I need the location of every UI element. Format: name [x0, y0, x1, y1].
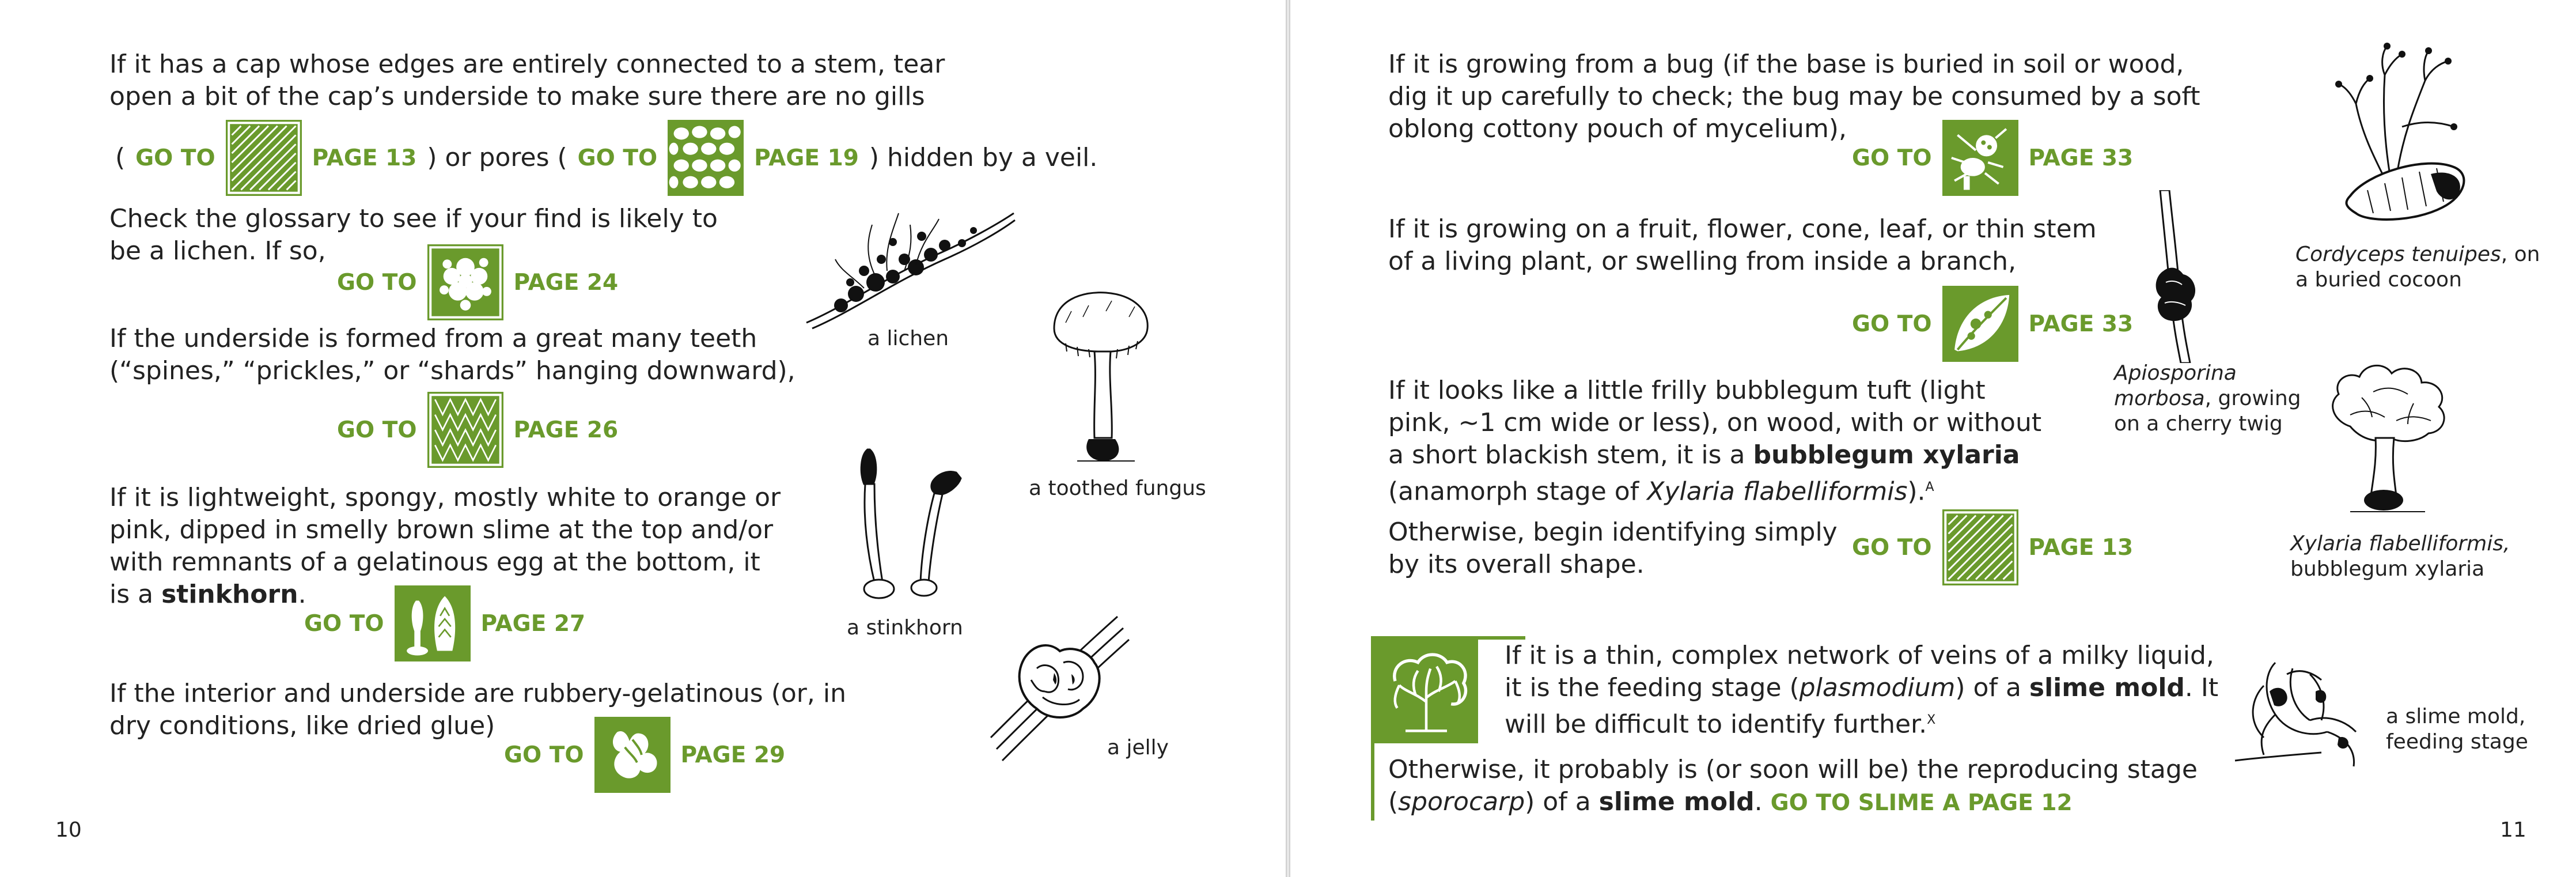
cordyceps-caption-line2: a buried cocoon [2295, 268, 2462, 292]
other-text-line2: by its overall shape. [1388, 550, 1645, 579]
other-goto-label[interactable]: GO TO [1852, 534, 1932, 561]
apiosporina-caption-line2: morbosa, growing [2114, 387, 2301, 410]
page-number-left: 10 [55, 818, 82, 842]
stink-text-line3: with remnants of a gelatinous egg at the bottom, it [109, 547, 760, 577]
teeth-text-line1: If the underside is formed from a great many teeth [109, 324, 757, 353]
plant-goto-label[interactable]: GO TO [1852, 311, 1932, 337]
stink-text-line4: is a stinkhorn. [109, 580, 306, 609]
slime-mold-illustration [2229, 651, 2385, 784]
bug-icon[interactable] [1942, 120, 2018, 196]
cap-goto-row [115, 120, 1097, 196]
cap-mid-text: ) or pores ( [427, 143, 567, 172]
bug-text-line2: dig it up carefully to check; the bug may be consumed by a soft [1388, 82, 2200, 111]
bug-goto-label[interactable]: GO TO [1852, 145, 1932, 171]
spor-text-line2: (sporocarp) of a slime mold. GO TO SLIME A PAGE 12 [1388, 787, 2073, 816]
teeth-icon[interactable] [427, 392, 503, 468]
cap-page-label-1[interactable]: PAGE 13 [312, 145, 417, 171]
lichen-illustration [801, 190, 1020, 340]
lichen-text-line1: Check the glossary to see if your find is likely to [109, 204, 718, 233]
left-page [0, 0, 1286, 877]
jelly-goto-label[interactable]: GO TO [504, 742, 584, 768]
bubble-text-line4: (anamorph stage of Xylaria flabelliformis).$^A$ [1388, 477, 1934, 506]
slime-mold-term-2: slime mold [1598, 787, 1755, 816]
footnote-x: X [1927, 713, 1936, 727]
jelly-text-line2: dry conditions, like dried glue) [109, 711, 495, 740]
lichen-goto-label[interactable]: GO TO [337, 269, 417, 296]
lichen-page-label[interactable]: PAGE 24 [513, 269, 619, 296]
page-number-right: 11 [2500, 818, 2526, 842]
lichen-caption: a lichen [867, 327, 949, 350]
stinkhorn-illustration [847, 438, 985, 605]
bubblegum-xylaria-term: bubblegum xylaria [1753, 440, 2020, 470]
slime-text-line1: If it is a thin, complex network of veins of a milky liquid, [1505, 641, 2214, 670]
other-page-label[interactable]: PAGE 13 [2028, 534, 2134, 561]
cap-goto-label-2[interactable]: GO TO [577, 145, 658, 171]
stinkhorn-term: stinkhorn [161, 580, 298, 609]
stink-text-line1: If it is lightweight, spongy, mostly white to orange or [109, 483, 781, 512]
slime-text-line2: it is the feeding stage (plasmodium) of a slime mold. It [1505, 673, 2219, 702]
cordyceps-illustration [2327, 40, 2477, 230]
spor-text-line1: Otherwise, it probably is (or soon will be) the reproducing stage [1388, 755, 2198, 784]
slime-mold-caption-line2: feeding stage [2386, 730, 2528, 754]
leaf-icon[interactable] [1942, 286, 2018, 362]
bug-text-line3: oblong cottony pouch of mycelium), [1388, 114, 1847, 143]
slime-text-line3: will be difficult to identify further.$^X$ [1505, 709, 1936, 739]
apiosporina-caption-line1: Apiosporina [2114, 361, 2237, 385]
stink-goto-row [304, 585, 585, 661]
xylaria-caption-line1: Xylaria flabelliformis, [2290, 532, 2510, 555]
stink-text-line2: pink, dipped in smelly brown slime at the top and/or [109, 515, 774, 545]
stink-goto-label[interactable]: GO TO [304, 610, 384, 637]
cap-end-text: ) hidden by a veil. [869, 143, 1098, 172]
cap-goto-label-1[interactable]: GO TO [135, 145, 215, 171]
bubble-text-line2: pink, ~1 cm wide or less), on wood, with or without [1388, 408, 2042, 437]
jelly-text-line1: If the interior and underside are rubbery-gelatinous (or, in [109, 679, 846, 708]
cap-text-line2: open a bit of the cap’s underside to make sure there are no gills [109, 82, 925, 111]
plant-goto-row [1852, 286, 2133, 362]
bubble-text-line1: If it looks like a little frilly bubblegum tuft (light [1388, 376, 1986, 405]
stinkhorn-icon[interactable] [395, 585, 471, 661]
bubble-text-line3: a short blackish stem, it is a bubblegum xylaria [1388, 440, 2020, 470]
cap-page-label-2[interactable]: PAGE 19 [754, 145, 859, 171]
book-spine [1286, 0, 1290, 877]
stinkhorn-caption: a stinkhorn [847, 616, 963, 640]
cap-paren-open: ( [115, 143, 126, 172]
cap-text-line1: If it has a cap whose edges are entirely connected to a stem, tear [109, 50, 945, 79]
toothed-fungus-illustration [1048, 288, 1152, 467]
lichen-icon[interactable] [427, 244, 503, 320]
apiosporina-caption-line3: on a cherry twig [2114, 412, 2283, 436]
xylaria-caption-line2: bubblegum xylaria [2290, 557, 2485, 581]
slime-mold-term: slime mold [2029, 673, 2185, 702]
jelly-goto-row [504, 717, 785, 793]
plant-page-label[interactable]: PAGE 33 [2028, 311, 2134, 337]
teeth-goto-label[interactable]: GO TO [337, 417, 417, 443]
plant-text-line2: of a living plant, or swelling from inside a branch, [1388, 247, 2017, 276]
right-page [1290, 0, 2576, 877]
teeth-text-line2: (“spines,” “prickles,” or “shards” hanging downward), [109, 356, 795, 385]
other-goto-row [1852, 509, 2133, 585]
toothed-fungus-caption: a toothed fungus [1029, 477, 1206, 500]
jelly-page-label[interactable]: PAGE 29 [680, 742, 786, 768]
bug-goto-row [1852, 120, 2133, 196]
plant-text-line1: If it is growing on a fruit, flower, cone, leaf, or thin stem [1388, 214, 2097, 244]
cordyceps-caption-line1: Cordyceps tenuipes, on [2295, 243, 2540, 266]
gills-icon[interactable] [226, 120, 302, 196]
jelly-icon[interactable] [594, 717, 670, 793]
teeth-goto-row [337, 392, 618, 468]
lichen-text-line2: be a lichen. If so, [109, 236, 326, 266]
other-text-line1: Otherwise, begin identifying simply [1388, 517, 1838, 547]
footnote-a: A [1925, 480, 1934, 494]
jelly-caption: a jelly [1107, 736, 1169, 759]
lichen-goto-row [337, 244, 618, 320]
bug-page-label[interactable]: PAGE 33 [2028, 145, 2134, 171]
gills-icon-2[interactable] [1942, 509, 2018, 585]
xylaria-illustration [2316, 357, 2465, 524]
slime-mold-caption-line1: a slime mold, [2386, 705, 2526, 728]
slime-mold-icon [1374, 640, 1478, 743]
stink-page-label[interactable]: PAGE 27 [480, 610, 586, 637]
pores-icon[interactable] [668, 120, 744, 196]
teeth-page-label[interactable]: PAGE 26 [513, 417, 619, 443]
slime-goto-link[interactable]: GO TO SLIME A PAGE 12 [1770, 790, 2073, 816]
bug-text-line1: If it is growing from a bug (if the base is buried in soil or wood, [1388, 50, 2184, 79]
apiosporina-illustration [2137, 190, 2218, 363]
